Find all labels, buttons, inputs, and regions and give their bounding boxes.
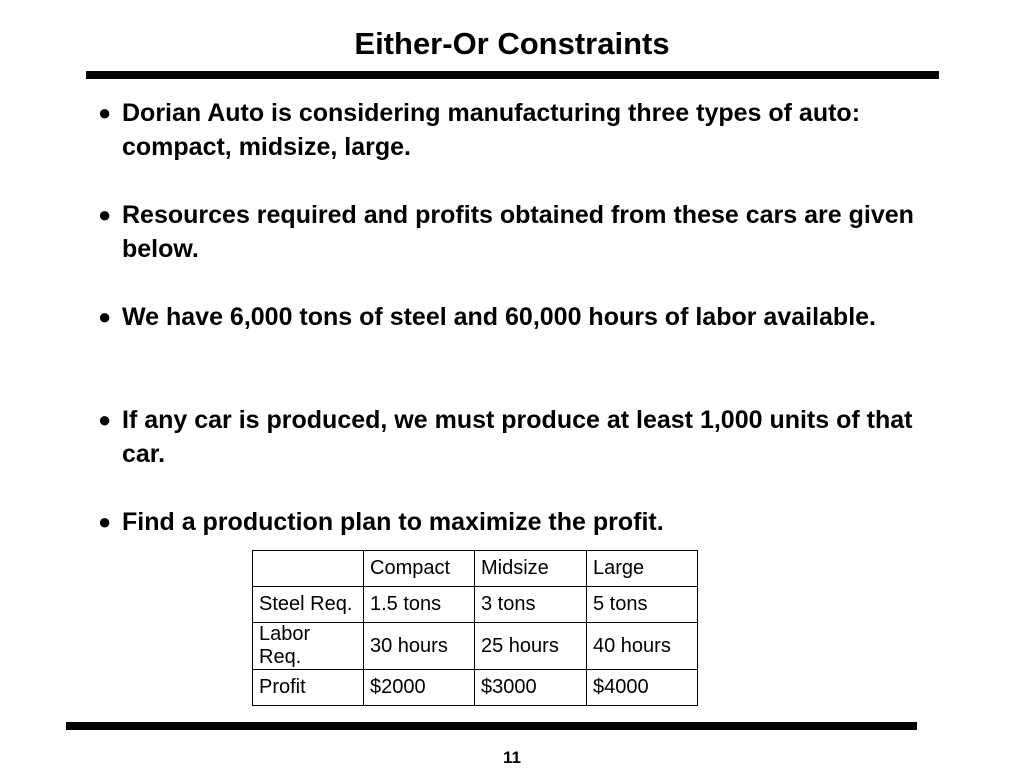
table-row (253, 670, 698, 706)
table-row-label: Labor Req. (253, 623, 364, 670)
table-row (253, 623, 698, 670)
table-header-cell: Compact (364, 551, 475, 587)
table-header-cell: Large (587, 551, 698, 587)
table-cell: 40 hours (587, 623, 698, 670)
bullet-dot-icon: ● (98, 100, 112, 125)
bullet-dot-icon: ● (98, 202, 112, 227)
table-cell: $3000 (475, 670, 587, 706)
bullet-text: If any car is produced, we must produce at least 1,000 units of that car. (122, 406, 913, 468)
table-row-label: Steel Req. (253, 587, 364, 623)
table-cell: $2000 (364, 670, 475, 706)
bullet-dot-icon: ● (98, 304, 112, 329)
bullet-dot-icon: ● (98, 509, 112, 534)
resource-profit-table (252, 550, 698, 706)
table-cell: $4000 (587, 670, 698, 706)
bullet-text: Find a production plan to maximize the profit. (122, 508, 664, 536)
page-number: 11 (503, 748, 521, 767)
bullet-dot-icon: ● (98, 407, 112, 432)
table-header-cell (253, 551, 364, 587)
table-cell: 30 hours (364, 623, 475, 670)
table-header-cell: Midsize (475, 551, 587, 587)
table-header-row (253, 551, 698, 587)
bullet-text: Dorian Auto is considering manufacturing three types of auto: compact, midsize, large. (122, 99, 861, 161)
table-row-label: Profit (253, 670, 364, 706)
bullet-item (98, 198, 938, 266)
table-cell: 25 hours (475, 623, 587, 670)
footer-divider (66, 722, 917, 730)
table-row (253, 587, 698, 623)
table-cell: 1.5 tons (364, 587, 475, 623)
slide-title: Either-Or Constraints (354, 26, 670, 61)
bullet-item (98, 505, 938, 539)
bullet-item (98, 300, 938, 334)
bullet-text: We have 6,000 tons of steel and 60,000 hours of labor available. (122, 303, 876, 331)
title-divider (86, 71, 939, 79)
bullet-item (98, 96, 938, 164)
bullet-text: Resources required and profits obtained from these cars are given below. (122, 201, 914, 263)
table-cell: 3 tons (475, 587, 587, 623)
bullet-item (98, 403, 938, 471)
table-cell: 5 tons (587, 587, 698, 623)
